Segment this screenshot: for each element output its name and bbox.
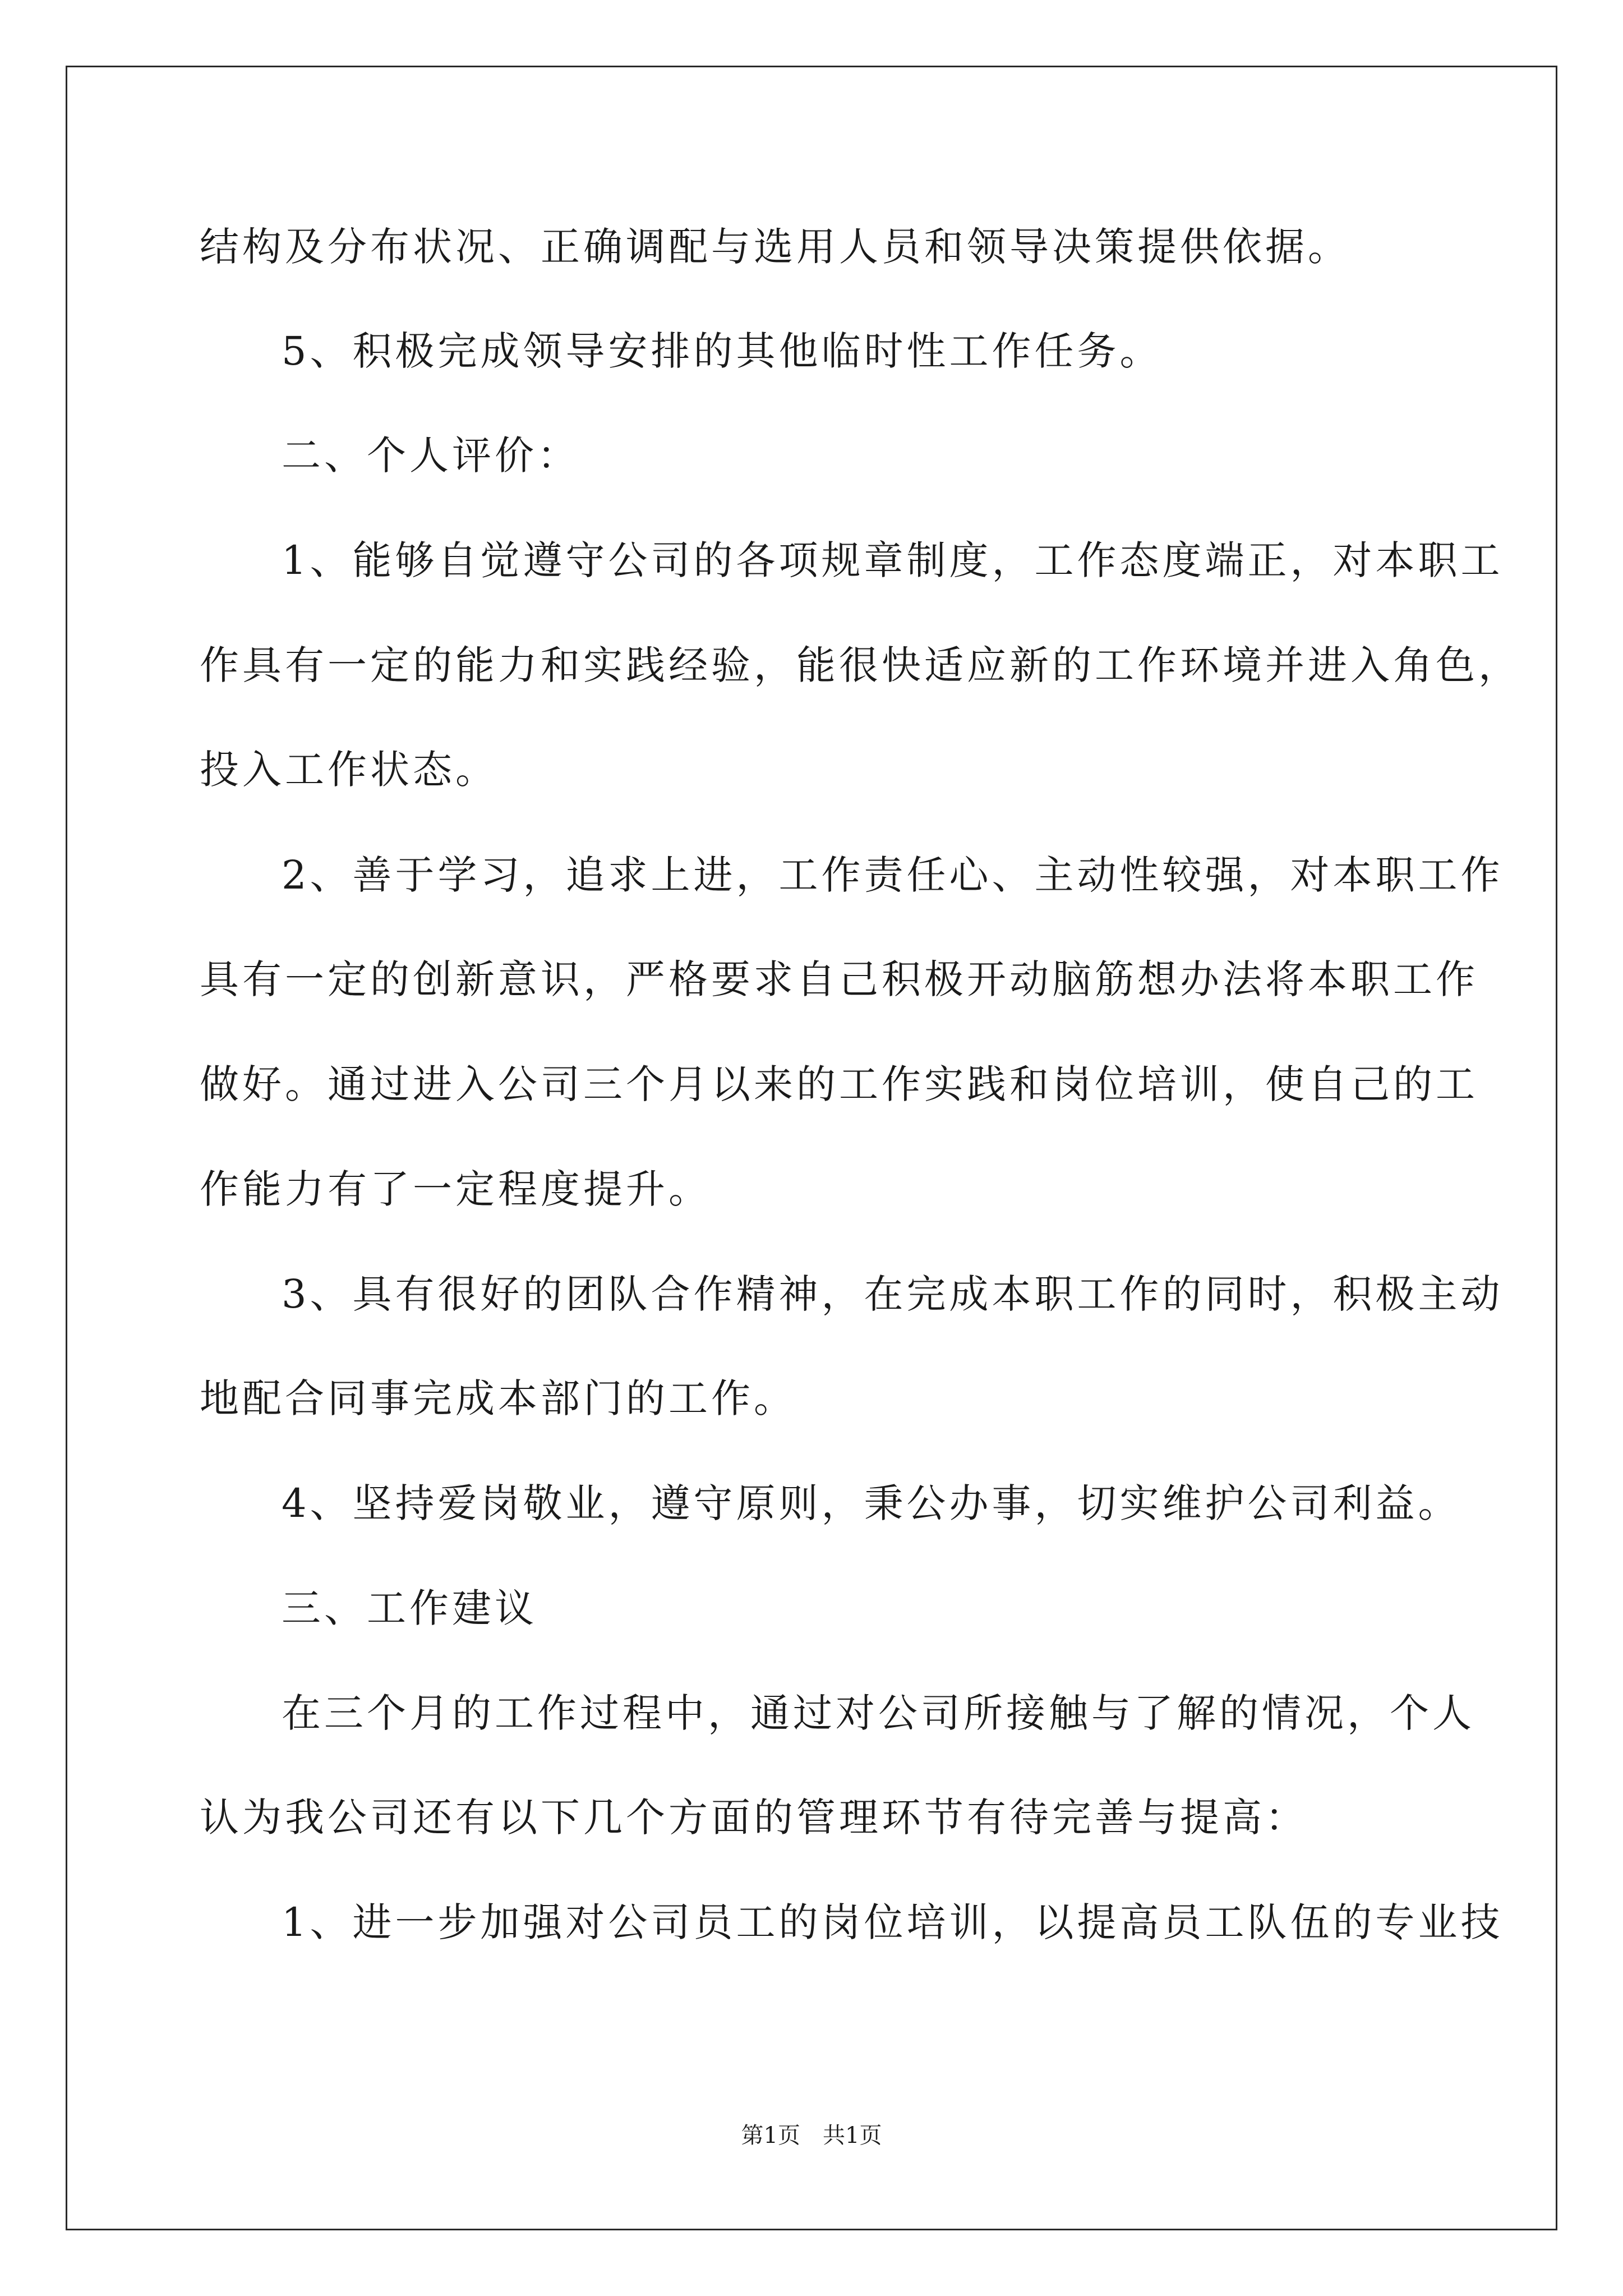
- text-line: 投入工作状态。: [200, 747, 498, 793]
- section-heading: 三、工作建议: [282, 1585, 537, 1631]
- text-line: 地配合同事完成本部门的工作。: [200, 1375, 796, 1421]
- text-line: 具有一定的创新意识，严格要求自己积极开动脑筋想办法将本职工作: [200, 956, 1478, 1002]
- text-line: 1、进一步加强对公司员工的岗位培训，以提高员工队伍的专业技: [282, 1899, 1504, 1945]
- text-line: 认为我公司还有以下几个方面的管理环节有待完善与提高：: [200, 1795, 1308, 1841]
- text-line: 作能力有了一定程度提升。: [200, 1166, 711, 1212]
- page-number: 第1页 共1页: [741, 2123, 882, 2148]
- text-line: 在三个月的工作过程中，通过对公司所接触与了解的情况，个人: [282, 1690, 1475, 1736]
- text-line: 1、能够自觉遵守公司的各项规章制度，工作态度端正，对本职工: [282, 537, 1504, 583]
- text-line: 4、坚持爱岗敬业，遵守原则，秉公办事，切实维护公司利益。: [282, 1480, 1461, 1526]
- text-line: 5、积极完成领导安排的其他临时性工作任务。: [282, 328, 1163, 374]
- text-line: 作具有一定的能力和实践经验，能很快适应新的工作环境并进入角色，: [200, 642, 1521, 688]
- text-line: 3、具有很好的团队合作精神，在完成本职工作的同时，积极主动: [282, 1271, 1504, 1317]
- text-line: 做好。通过进入公司三个月以来的工作实践和岗位培训，使自己的工: [200, 1061, 1478, 1107]
- text-line: 2、善于学习，追求上进，工作责任心、主动性较强，对本职工作: [282, 852, 1504, 898]
- section-heading: 二、个人评价：: [282, 432, 580, 478]
- text-line: 结构及分布状况、正确调配与选用人员和领导决策提供依据。: [200, 224, 1350, 270]
